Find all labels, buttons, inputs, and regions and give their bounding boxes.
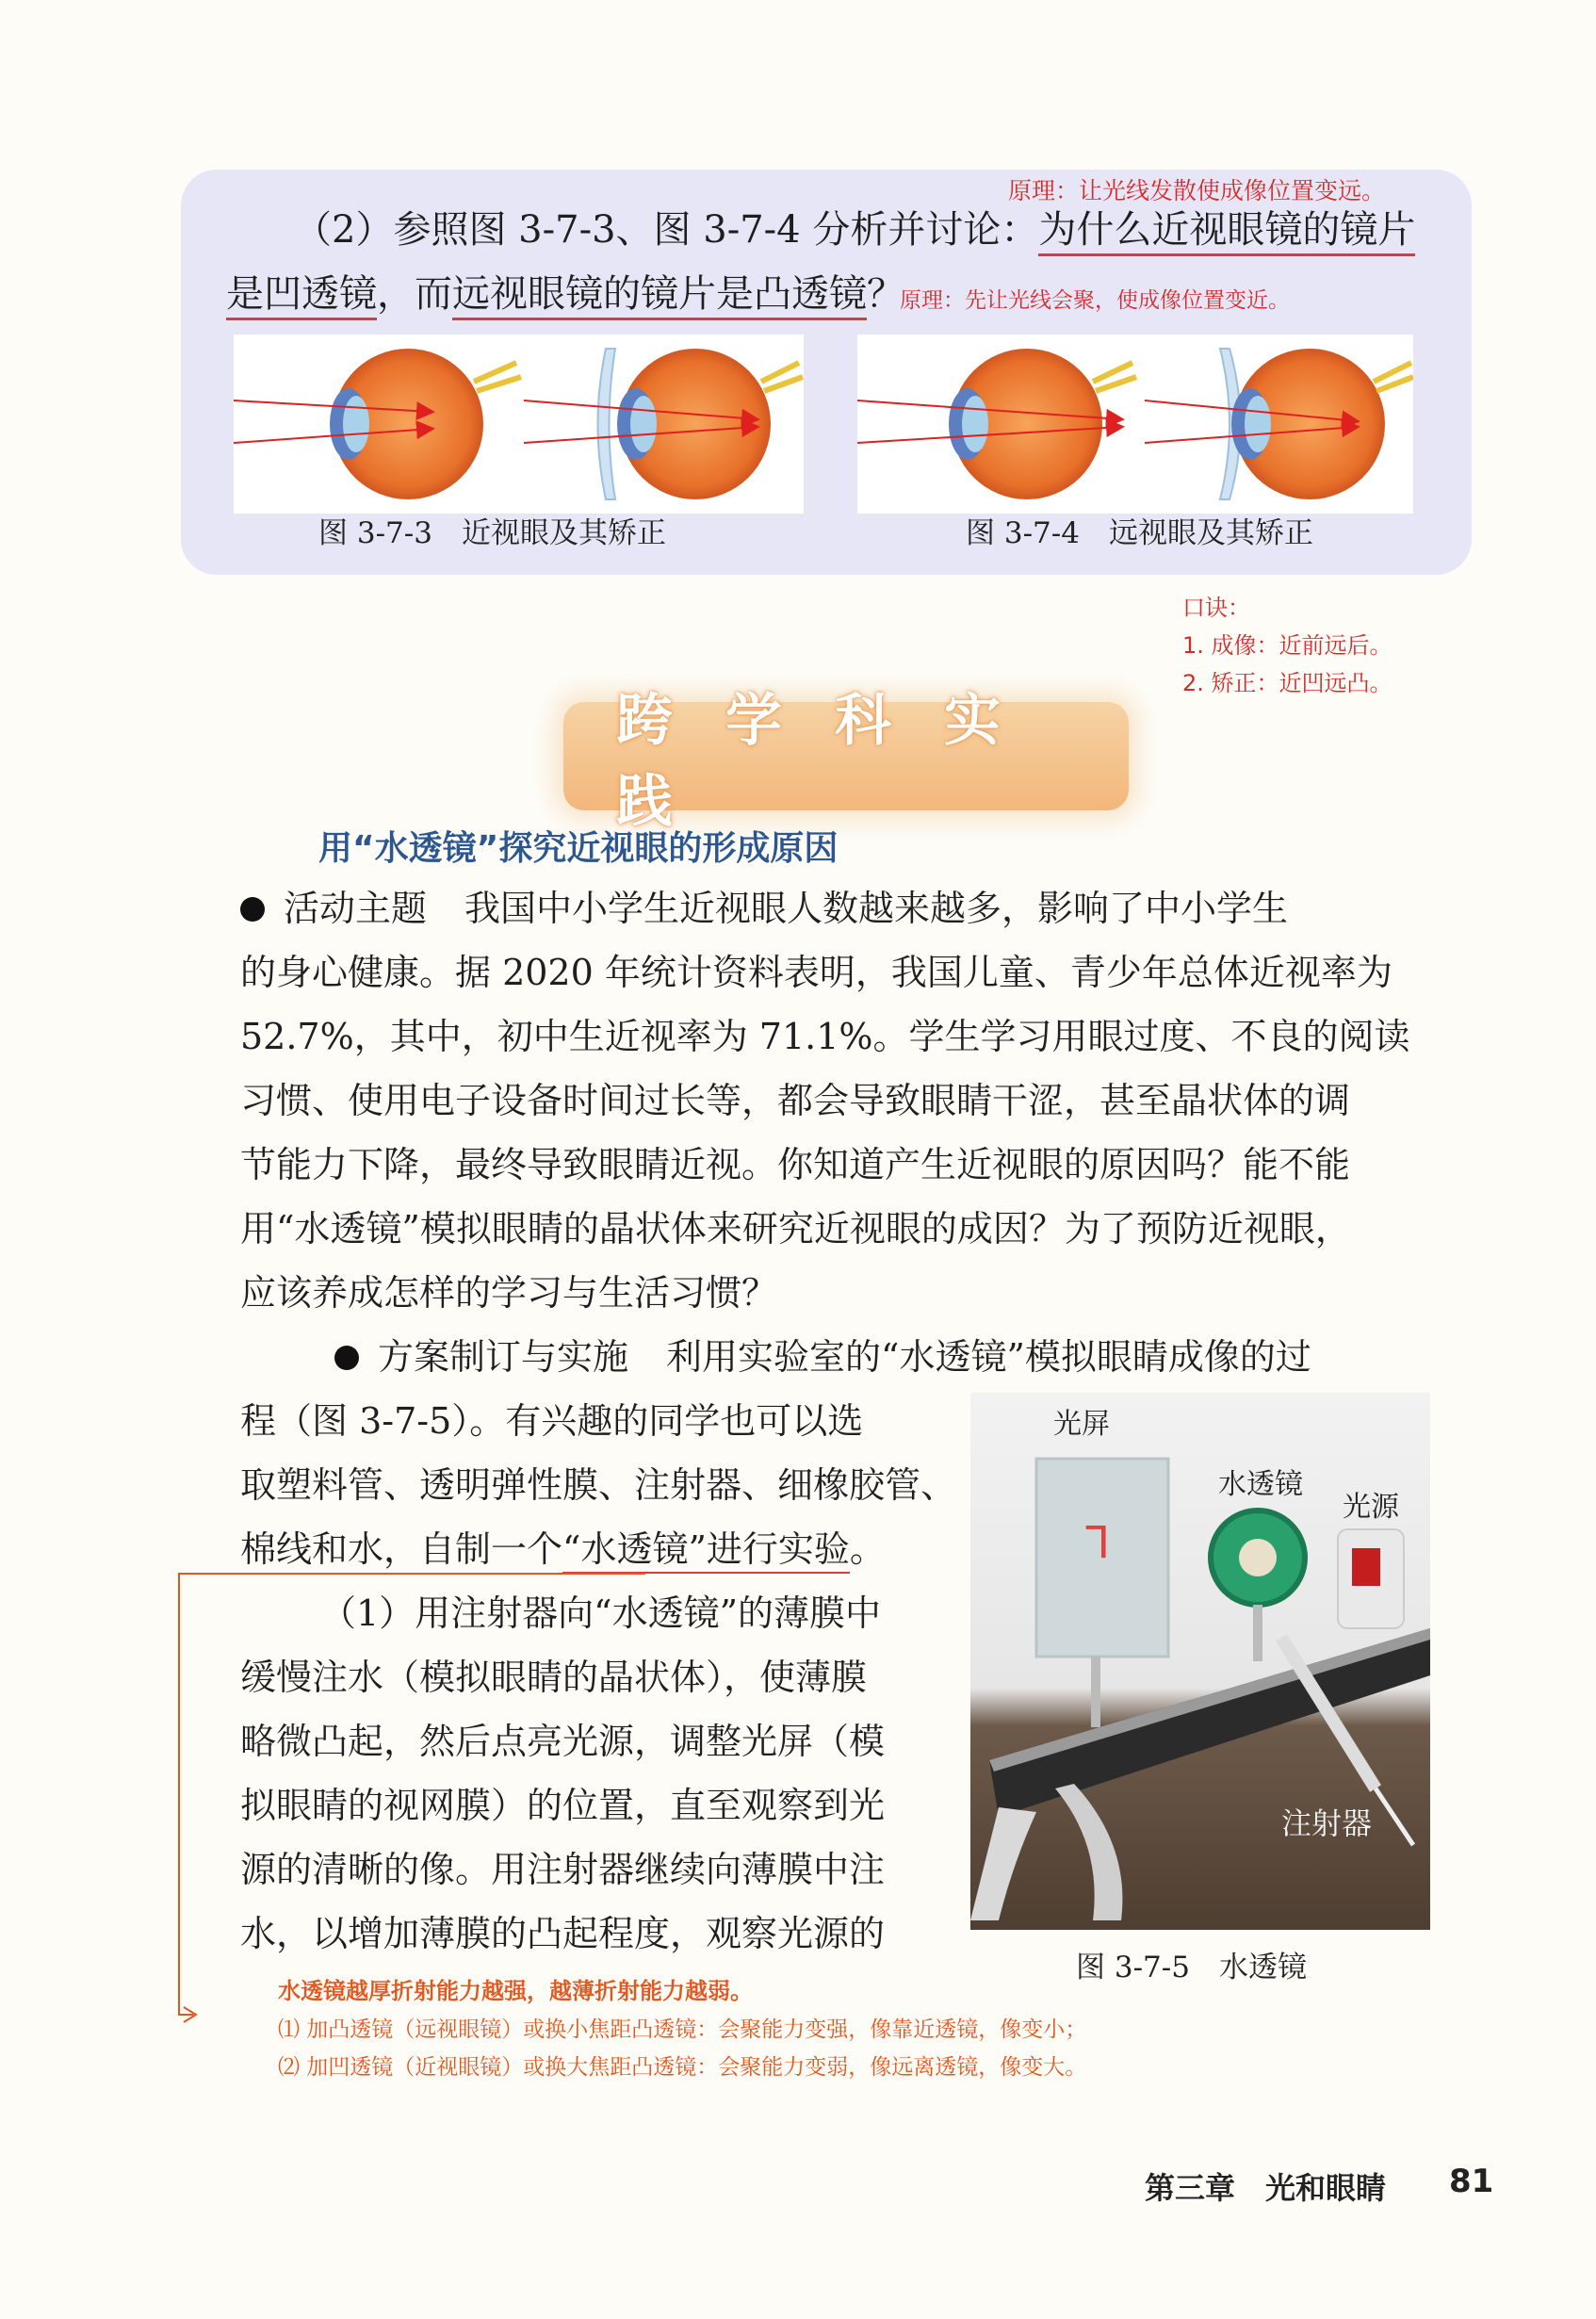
question-mid: ，而 [377,272,452,316]
paragraph-1-line-7: 应该养成怎样的学习与生活习惯？ [240,1272,778,1314]
section-banner [563,687,1129,835]
paragraph-2-line-1 [334,1325,1311,1389]
p2-text-4c: 。 [849,1528,886,1570]
screen-image: ᒣ [1083,1517,1111,1568]
question-prefix: （2）参照图 3-7-3、图 3-7-4 分析并讨论： [294,208,1039,252]
label-syringe: 注射器 [1281,1805,1373,1841]
paragraph-1-line-3: 52.7%，其中，初中生近视率为 71.1%。学生学习用眼过度、不良的阅读 [240,1016,1410,1057]
paragraph-2-line-3: 取塑料管、透明弹性膜、注射器、细橡胶管、 [240,1464,957,1506]
myopia-eye-diagram [234,335,804,514]
eye-right-corrected [1145,349,1413,499]
paragraph-1-line-1 [240,876,1288,940]
mnemonic-title: 口诀： [1182,595,1250,621]
figure-hyperopia [857,335,1413,514]
mnemonic-note [1182,589,1392,702]
page-number: 81 [1449,2163,1494,2200]
paragraph-3-line-2: 缓慢注水（模拟眼睛的晶状体），使薄膜 [240,1657,868,1698]
question-underline-3: 远视眼镜的镜片是凸透镜 [452,272,867,320]
water-lens-photo [970,1393,1430,1930]
handwritten-note-concave: 原理：让光线发散使成像位置变远。 [1008,177,1386,204]
label-source: 光源 [1343,1491,1399,1524]
question-end: ？ [867,272,904,316]
figure-caption-3-7-5: 图 3-7-5 水透镜 [1076,1951,1307,1984]
note-line-2: ⑴ 加凸透镜（远视眼镜）或换小焦距凸透镜：会聚能力变强，像靠近透镜，像变小； [278,2017,1087,2042]
note-line-3: ⑵ 加凹透镜（近视眼镜）或换大焦距凸透镜：会聚能力变弱，像远离透镜，像变大。 [278,2055,1087,2080]
paragraph-1-line-2: 的身心健康。据 2020 年统计资料表明，我国儿童、青少年总体近视率为 [240,952,1392,993]
note-line-1: 水透镜越厚折射能力越强，越薄折射能力越弱。 [278,1978,753,2004]
mnemonic-line-1: 1. 成像：近前远后。 [1182,632,1392,659]
question-line-1 [294,205,1415,254]
label-lens: 水透镜 [1218,1468,1303,1501]
chapter-footer: 第三章 光和眼睛 [1145,2170,1387,2206]
paragraph-3-line-1: （1）用注射器向“水透镜”的薄膜中 [320,1592,882,1634]
paragraph-3-line-6: 水，以增加薄膜的凸起程度，观察光源的 [240,1913,886,1954]
hyperopia-eye-diagram [857,335,1413,514]
paragraph-2-line-2: 程（图 3-7-5）。有兴趣的同学也可以选 [240,1400,864,1442]
p2-underline: “水透镜”进行实验 [562,1528,850,1574]
handwritten-note-convex: 原理：先让光线会聚，使成像位置变近。 [900,288,1290,313]
activity-theme-label: 活动主题 [284,888,428,929]
banner-title: 跨学科实践 [616,687,1053,835]
question-line-2 [226,269,904,318]
question-underline-2: 是凹透镜 [226,272,377,320]
paragraph-1-line-5: 节能力下降，最终导致眼睛近视。你知道产生近视眼的原因吗？能不能 [240,1144,1351,1185]
eye-left-corrected [524,349,803,499]
mnemonic-line-2: 2. 矫正：近凹远凸。 [1182,670,1392,696]
figure-caption-3-7-4: 图 3-7-4 远视眼及其矫正 [966,516,1313,550]
photo-drawing [970,1393,1430,1930]
paragraph-1-line-6: 用“水透镜”模拟眼睛的晶状体来研究近视眼的成因？为了预防近视眼， [240,1208,1351,1249]
p2-text-4a: 棉线和水，自制一个 [240,1528,563,1570]
label-screen: 光屏 [1053,1408,1110,1441]
eye-left [234,349,521,499]
p2-text-1: 利用实验室的“水透镜”模拟眼睛成像的过 [666,1336,1311,1378]
figure-myopia [234,335,804,514]
figure-caption-3-7-3: 图 3-7-3 近视眼及其矫正 [318,516,666,550]
p1-text-1: 我国中小学生近视眼人数越来越多，影响了中小学生 [464,888,1289,929]
question-underline-1: 为什么近视眼镜的镜片 [1038,208,1415,256]
bullet-icon [240,897,265,922]
paragraph-3-line-5: 源的清晰的像。用注射器继续向薄膜中注 [240,1849,886,1890]
paragraph-3-line-3: 略微凸起，然后点亮光源，调整光屏（模 [240,1721,886,1762]
section-title: 用“水透镜”探究近视眼的形成原因 [318,829,839,868]
plan-label: 方案制订与实施 [378,1336,629,1378]
paragraph-1-line-4: 习惯、使用电子设备时间过长等，都会导致眼睛干涩，甚至晶状体的调 [240,1080,1351,1121]
eye-right [857,349,1136,499]
paragraph-3-line-4: 拟眼睛的视网膜）的位置，直至观察到光 [240,1785,886,1826]
bullet-icon [334,1346,359,1370]
